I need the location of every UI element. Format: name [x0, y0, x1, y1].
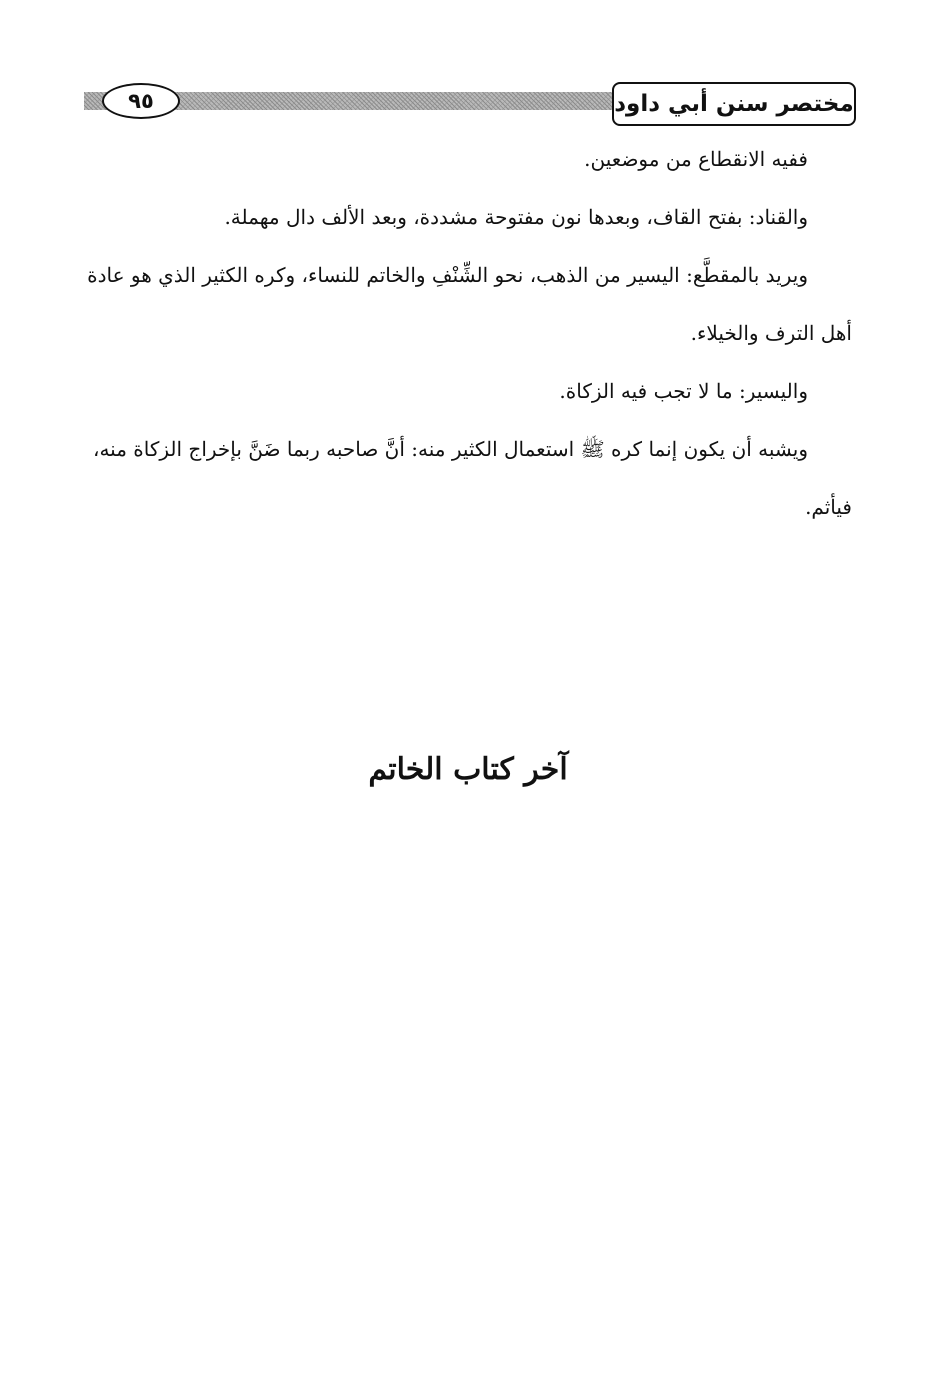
paragraph: والقناد: بفتح القاف، وبعدها نون مفتوحة مشددة، وبعد الألف دال مهملة. — [224, 205, 808, 229]
section-end-heading: آخر كتاب الخاتم — [368, 752, 568, 787]
paragraph: واليسير: ما لا تجب فيه الزكاة. — [559, 379, 808, 403]
book-title: مختصر سنن أبي داود — [612, 82, 856, 126]
paragraph: ويريد بالمقطَّع: اليسير من الذهب، نحو الشِّنْفِ والخاتم للنساء، وكره الكثير الذي هو عادة أهل الترف والخيلاء. — [87, 263, 852, 345]
page-number: ٩٥ — [102, 83, 180, 119]
page-header — [84, 82, 856, 128]
page-body — [84, 130, 852, 536]
paragraph: ففيه الانقطاع من موضعين. — [584, 147, 808, 171]
paragraph: ويشبه أن يكون إنما كره ﷺ استعمال الكثير منه: أنَّ صاحبه ربما ضَنَّ بإخراج الزكاة منه، فيأثم. — [93, 437, 852, 519]
